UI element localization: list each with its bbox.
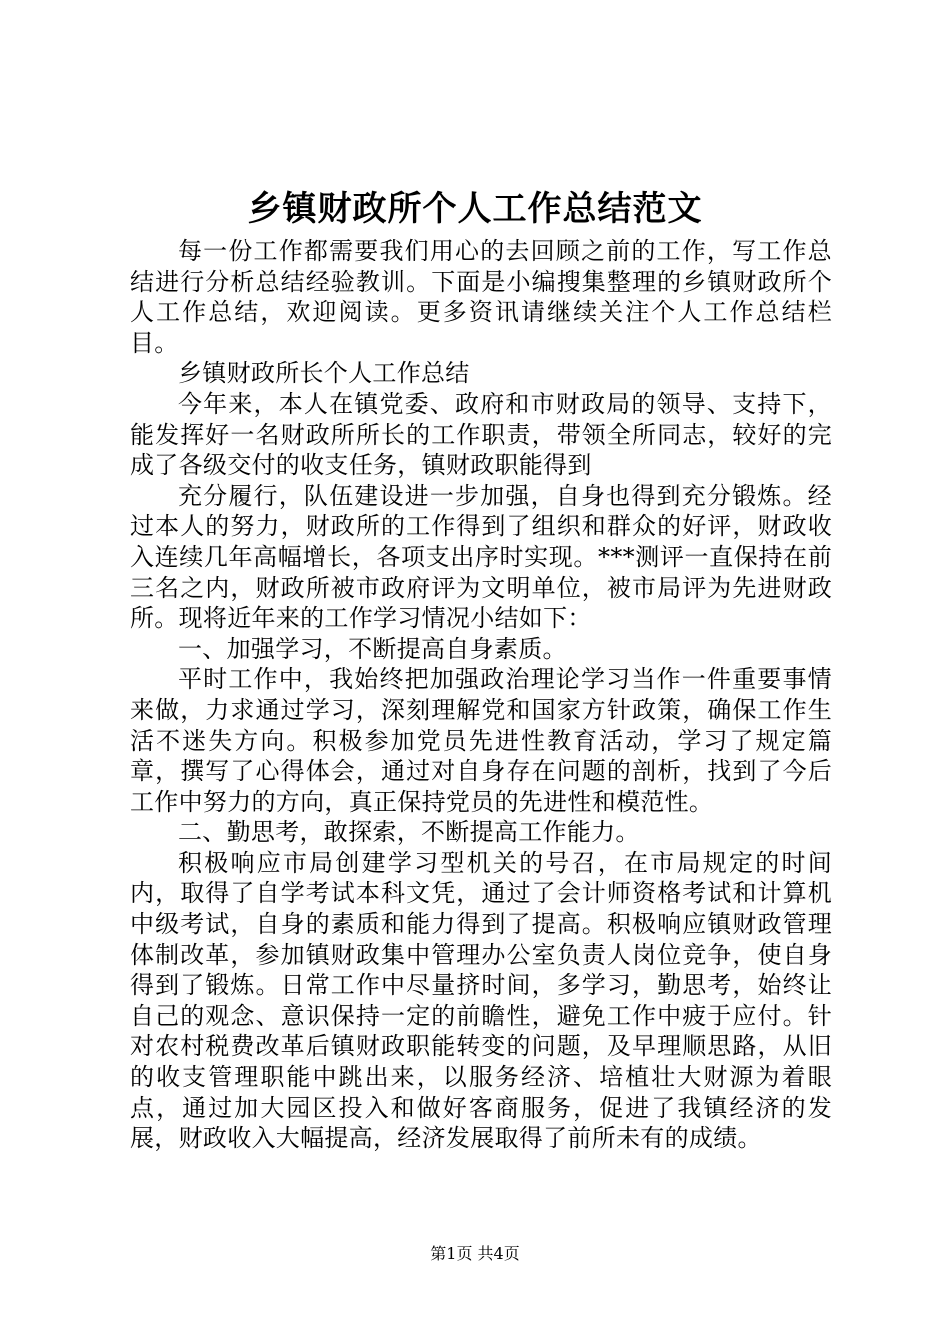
body-paragraph: 充分履行，队伍建设进一步加强，自身也得到充分锻炼。经过本人的努力，财政所的工作得到了组织和群众的好评，财政收入连续几年高幅增长，各项支出序时实现。***测评一直保持在前三名之内，财政所被市政府评为文明单位，被市局评为先进财政所。现将近年来的工作学习情况小结如下： [130, 481, 832, 633]
document-title: 乡镇财政所个人工作总结范文 [247, 189, 703, 229]
section-heading: 乡镇财政所长个人工作总结 [178, 359, 470, 388]
body-paragraph: 积极响应市局创建学习型机关的号召，在市局规定的时间内，取得了自学考试本科文凭，通过了会计师资格考试和计算机中级考试，自身的素质和能力得到了提高。积极响应镇财政管理体制改革，参加镇财政集中管理办公室负责人岗位竞争，使自身得到了锻炼。日常工作中尽量挤时间，多学习，勤思考，始终让自己的观念、意识保持一定的前瞻性，避免工作中疲于应付。针对农村税费改革后镇财政职能转变的问题，及早理顺思路，从旧的收支管理职能中跳出来，以服务经济、培植壮大财源为着眼点，通过加大园区投入和做好客商服务，促进了我镇经济的发展，财政收入大幅提高，经济发展取得了前所未有的成绩。 [130, 848, 832, 1153]
subsection-heading: 一、加强学习，不断提高自身素质。 [178, 634, 567, 663]
document-body [130, 236, 832, 1154]
body-paragraph: 今年来，本人在镇党委、政府和市财政局的领导、支持下，能发挥好一名财政所所长的工作职责，带领全所同志，较好的完成了各级交付的收支任务，镇财政职能得到 [130, 389, 832, 480]
subsection-heading: 二、勤思考，敢探索，不断提高工作能力。 [178, 818, 640, 847]
page-footer: 第1页 共4页 [430, 1244, 520, 1263]
intro-paragraph: 每一份工作都需要我们用心的去回顾之前的工作，写工作总结进行分析总结经验教训。下面是小编搜集整理的乡镇财政所个人工作总结，欢迎阅读。更多资讯请继续关注个人工作总结栏目。 [130, 237, 832, 357]
body-paragraph: 平时工作中，我始终把加强政治理论学习当作一件重要事情来做，力求通过学习，深刻理解党和国家方针政策，确保工作生活不迷失方向。积极参加党员先进性教育活动，学习了规定篇章，撰写了心得体会，通过对自身存在问题的剖析，找到了今后工作中努力的方向，真正保持党员的先进性和模范性。 [130, 665, 832, 816]
